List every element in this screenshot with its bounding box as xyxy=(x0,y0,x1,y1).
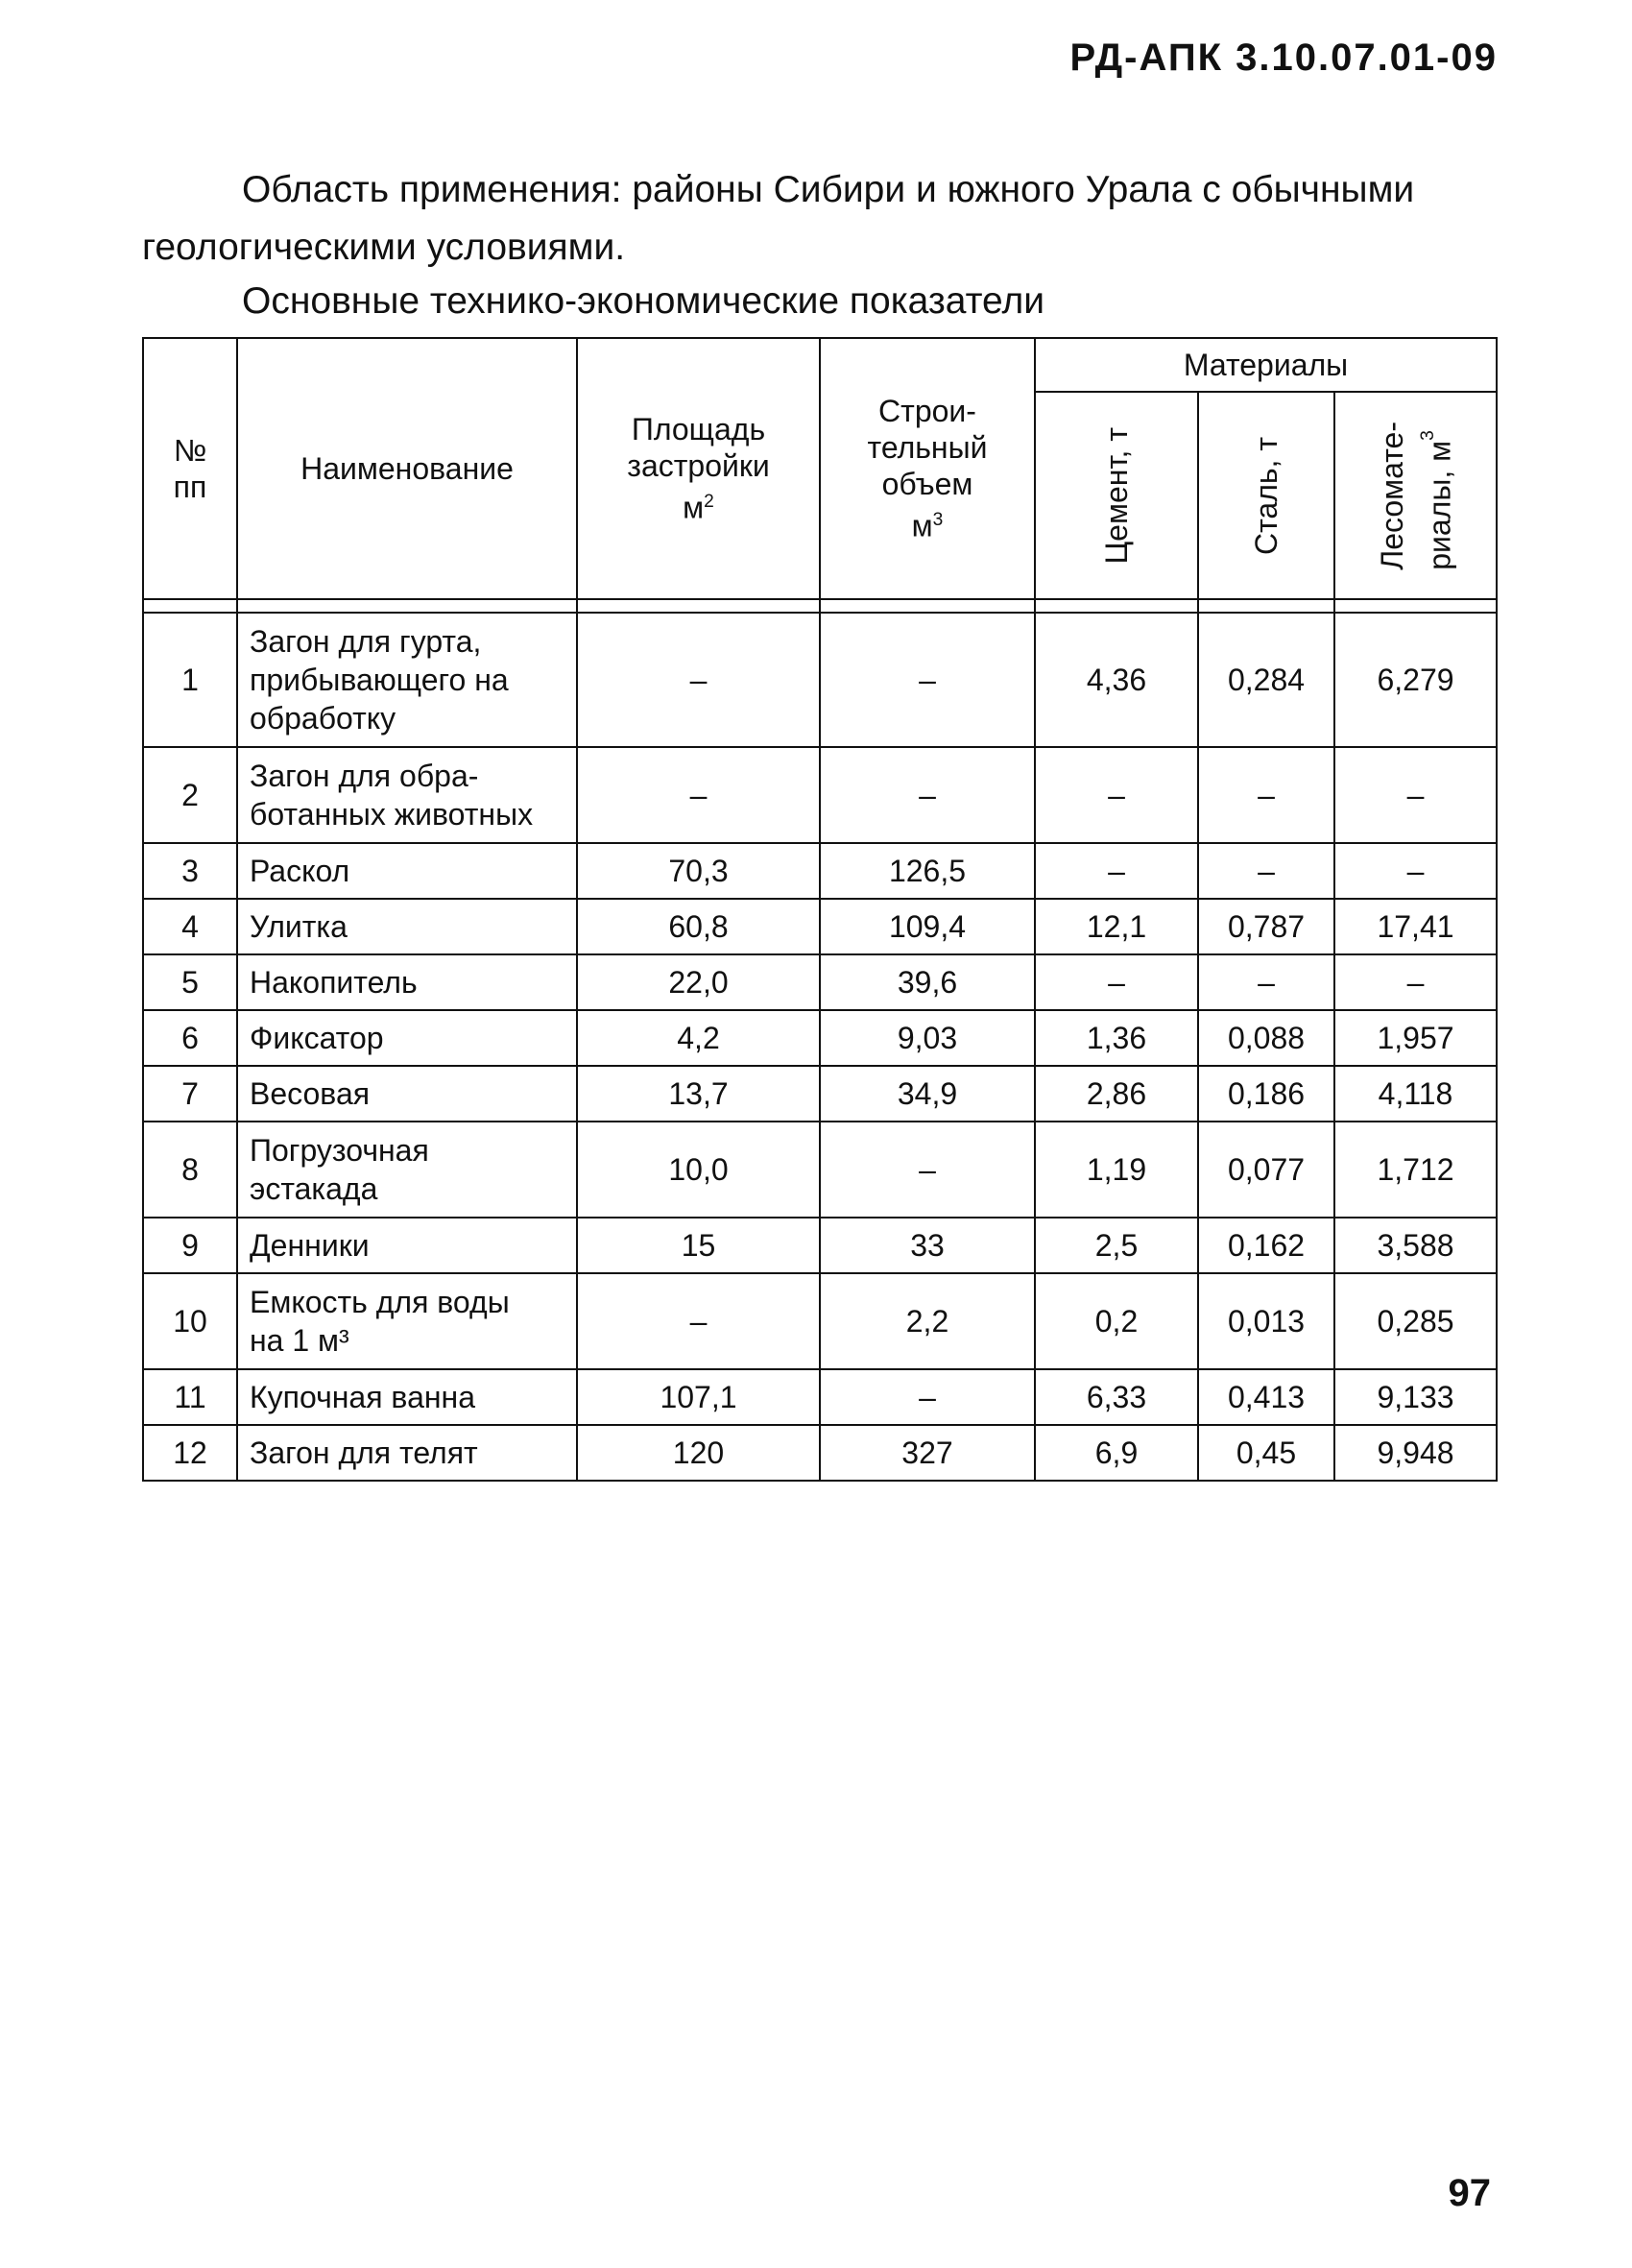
row-name-line: Раскол xyxy=(250,854,350,888)
row-area: 15 xyxy=(577,1218,820,1273)
row-name xyxy=(237,613,577,747)
header-separator xyxy=(143,599,1497,613)
row-name xyxy=(237,1122,577,1218)
table-row xyxy=(143,747,1497,843)
row-name xyxy=(237,1425,577,1481)
row-area: 10,0 xyxy=(577,1122,820,1218)
row-num: 8 xyxy=(143,1122,237,1218)
row-cement: 1,19 xyxy=(1035,1122,1198,1218)
indicators-table xyxy=(142,337,1498,1482)
row-volume: 33 xyxy=(820,1218,1035,1273)
row-num: 4 xyxy=(143,899,237,954)
table-row xyxy=(143,1010,1497,1066)
row-area: 4,2 xyxy=(577,1010,820,1066)
table-body xyxy=(143,599,1497,1481)
row-cement: 4,36 xyxy=(1035,613,1198,747)
row-steel: 0,284 xyxy=(1198,613,1334,747)
header-timber: Лесомате- риалы, $м^3$ xyxy=(1334,392,1497,599)
row-volume: – xyxy=(820,1122,1035,1218)
row-name xyxy=(237,1218,577,1273)
row-area: 70,3 xyxy=(577,843,820,899)
row-timber: 9,948 xyxy=(1334,1425,1497,1481)
row-name xyxy=(237,899,577,954)
row-name-line: Купочная ванна xyxy=(250,1380,475,1414)
row-area: 60,8 xyxy=(577,899,820,954)
row-name xyxy=(237,747,577,843)
row-name-line: обработку xyxy=(250,701,396,736)
row-name-line: Погрузочная xyxy=(250,1133,429,1168)
row-steel: 0,787 xyxy=(1198,899,1334,954)
row-volume: 39,6 xyxy=(820,954,1035,1010)
header-steel: Сталь, т xyxy=(1198,392,1334,599)
row-cement: 2,5 xyxy=(1035,1218,1198,1273)
row-area: 22,0 xyxy=(577,954,820,1010)
row-timber: 3,588 xyxy=(1334,1218,1497,1273)
row-timber: 4,118 xyxy=(1334,1066,1497,1122)
row-timber: 1,712 xyxy=(1334,1122,1497,1218)
header-materials: Материалы xyxy=(1035,338,1497,392)
row-cement: – xyxy=(1035,747,1198,843)
table-header xyxy=(143,338,1497,599)
row-steel: 0,162 xyxy=(1198,1218,1334,1273)
row-area: – xyxy=(577,1273,820,1369)
row-volume: – xyxy=(820,1369,1035,1425)
row-name-line: Накопитель xyxy=(250,965,418,1000)
table-caption: Основные технико-экономические показатели xyxy=(242,280,1044,322)
row-steel: 0,413 xyxy=(1198,1369,1334,1425)
intro-line-2: геологическими условиями. xyxy=(142,227,626,268)
table-row xyxy=(143,899,1497,954)
row-volume: 34,9 xyxy=(820,1066,1035,1122)
row-timber: 9,133 xyxy=(1334,1369,1497,1425)
row-name-line: Фиксатор xyxy=(250,1021,384,1055)
row-name-line: Денники xyxy=(250,1228,370,1263)
row-name xyxy=(237,1066,577,1122)
row-cement: 6,9 xyxy=(1035,1425,1198,1481)
row-num: 3 xyxy=(143,843,237,899)
row-cement: 0,2 xyxy=(1035,1273,1198,1369)
header-name: Наименование xyxy=(237,338,577,599)
row-name-line: Загон для телят xyxy=(250,1436,478,1470)
row-cement: 6,33 xyxy=(1035,1369,1198,1425)
row-name-line: Загон для обра- xyxy=(250,759,479,793)
row-volume: 109,4 xyxy=(820,899,1035,954)
header-area: Площадь застройки $м^2$ xyxy=(577,338,820,599)
row-steel: – xyxy=(1198,843,1334,899)
intro-text xyxy=(142,161,1498,277)
row-steel: 0,077 xyxy=(1198,1122,1334,1218)
row-num: 9 xyxy=(143,1218,237,1273)
row-cement: 1,36 xyxy=(1035,1010,1198,1066)
table-row xyxy=(143,843,1497,899)
header-num: № пп xyxy=(143,338,237,599)
row-volume: 327 xyxy=(820,1425,1035,1481)
row-volume: – xyxy=(820,613,1035,747)
row-timber: 6,279 xyxy=(1334,613,1497,747)
row-num: 5 xyxy=(143,954,237,1010)
row-name-line: Весовая xyxy=(250,1076,371,1111)
header-cement: Цемент, т xyxy=(1035,392,1198,599)
row-name-line: ботанных животных xyxy=(250,797,534,832)
row-name-line: на 1 м³ xyxy=(250,1323,349,1358)
row-volume: 126,5 xyxy=(820,843,1035,899)
row-name-line: Загон для гурта, xyxy=(250,624,482,659)
row-timber: – xyxy=(1334,954,1497,1010)
document-code: РД-АПК 3.10.07.01-09 xyxy=(1069,36,1498,79)
page-number: 97 xyxy=(1448,2172,1491,2214)
row-cement: – xyxy=(1035,954,1198,1010)
row-name xyxy=(237,954,577,1010)
row-num: 11 xyxy=(143,1369,237,1425)
row-volume: 9,03 xyxy=(820,1010,1035,1066)
table-row xyxy=(143,1066,1497,1122)
row-cement: 12,1 xyxy=(1035,899,1198,954)
row-timber: 17,41 xyxy=(1334,899,1497,954)
table-row xyxy=(143,1369,1497,1425)
row-steel: – xyxy=(1198,747,1334,843)
header-volume: Строи- тельный объем $м^3$ xyxy=(820,338,1035,599)
row-area: – xyxy=(577,613,820,747)
table-row xyxy=(143,1218,1497,1273)
row-name-line: Улитка xyxy=(250,909,348,944)
row-num: 2 xyxy=(143,747,237,843)
row-area: 120 xyxy=(577,1425,820,1481)
table-row xyxy=(143,1273,1497,1369)
row-name xyxy=(237,1273,577,1369)
row-timber: – xyxy=(1334,747,1497,843)
table-row xyxy=(143,954,1497,1010)
row-cement: – xyxy=(1035,843,1198,899)
row-steel: 0,013 xyxy=(1198,1273,1334,1369)
row-name xyxy=(237,843,577,899)
table-row xyxy=(143,1425,1497,1481)
row-volume: 2,2 xyxy=(820,1273,1035,1369)
row-cement: 2,86 xyxy=(1035,1066,1198,1122)
intro-line-1: Область применения: районы Сибири и южного Урала с обычными xyxy=(242,169,1415,210)
row-area: – xyxy=(577,747,820,843)
row-num: 7 xyxy=(143,1066,237,1122)
row-timber: 0,285 xyxy=(1334,1273,1497,1369)
row-steel: 0,45 xyxy=(1198,1425,1334,1481)
row-num: 1 xyxy=(143,613,237,747)
row-name-line: Емкость для воды xyxy=(250,1285,510,1319)
row-timber: 1,957 xyxy=(1334,1010,1497,1066)
row-area: 107,1 xyxy=(577,1369,820,1425)
row-area: 13,7 xyxy=(577,1066,820,1122)
row-num: 10 xyxy=(143,1273,237,1369)
row-num: 12 xyxy=(143,1425,237,1481)
row-steel: 0,186 xyxy=(1198,1066,1334,1122)
row-timber: – xyxy=(1334,843,1497,899)
row-name-line: эстакада xyxy=(250,1171,378,1206)
row-steel: – xyxy=(1198,954,1334,1010)
row-volume: – xyxy=(820,747,1035,843)
table-row xyxy=(143,1122,1497,1218)
row-num: 6 xyxy=(143,1010,237,1066)
row-name xyxy=(237,1010,577,1066)
row-name xyxy=(237,1369,577,1425)
row-steel: 0,088 xyxy=(1198,1010,1334,1066)
row-name-line: прибывающего на xyxy=(250,663,509,697)
table-row xyxy=(143,613,1497,747)
